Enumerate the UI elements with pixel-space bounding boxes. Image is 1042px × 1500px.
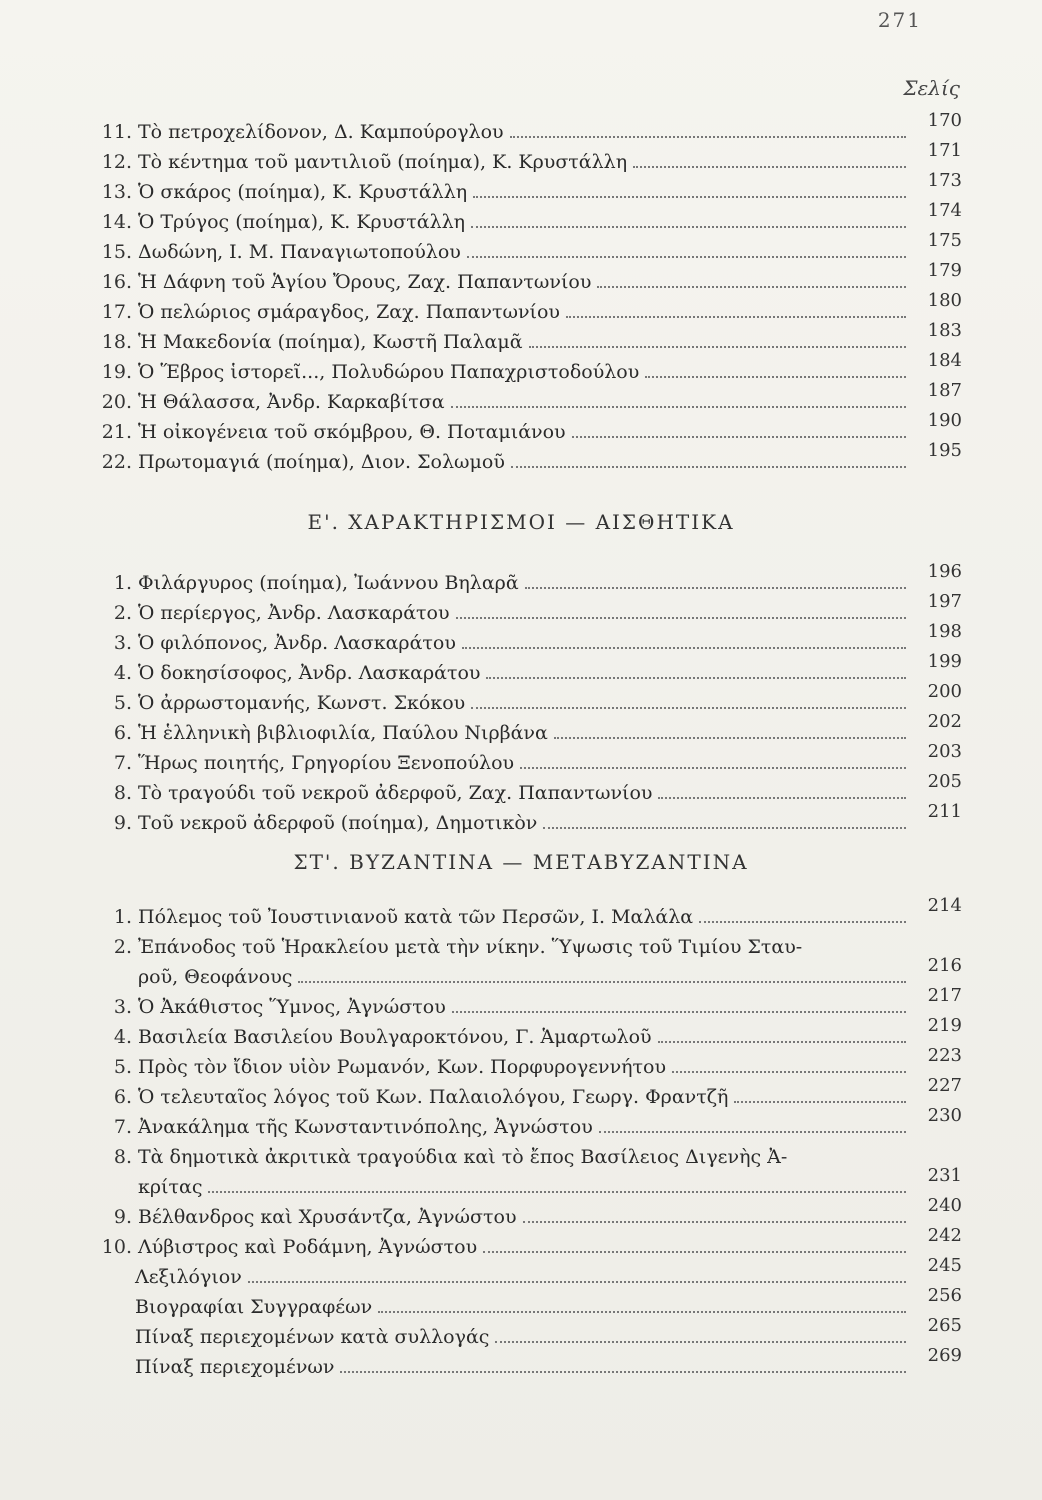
- toc-entry: 7. Ἀνακάλημα τῆς Κωνσταντινόπολης, Ἀγνώστου 230: [113, 1105, 962, 1138]
- toc-entry: 12. Τὸ κέντημα τοῦ μαντιλιοῦ (ποίημα), Κ. Κρυστάλλη 171: [101, 140, 962, 173]
- toc-entry: 4. Βασιλεία Βασιλείου Βουλγαροκτόνου, Γ. Ἁμαρτωλοῦ 219: [113, 1015, 962, 1048]
- toc-entry-continuation: κρίτας 231: [138, 1165, 962, 1198]
- toc-entry: 5. Πρὸς τὸν ἴδιον υἱὸν Ρωμανόν, Κων. Πορφυρογεννήτου 223: [113, 1045, 962, 1078]
- page-number: 271: [877, 8, 922, 32]
- toc-entry: 20. Ἡ Θάλασσα, Ἀνδρ. Καρκαβίτσα 187: [101, 380, 962, 413]
- toc-entry: 8. Τὰ δημοτικὰ ἀκριτικὰ τραγούδια καὶ τὸ ἔπος Βασίλειος Διγενὴς Ἀ-: [113, 1146, 788, 1168]
- toc-entry: 14. Ὁ Τρύγος (ποίημα), Κ. Κρυστάλλη 174: [101, 200, 962, 233]
- toc-entry: 11. Τὸ πετροχελίδονον, Δ. Καμπούρογλου 170: [101, 110, 962, 143]
- toc-entry: 21. Ἡ οἰκογένεια τοῦ σκόμβρου, Θ. Ποταμιάνου 190: [101, 410, 962, 443]
- toc-entry: 1. Φιλάργυρος (ποίημα), Ἰωάννου Βηλαρᾶ 196: [113, 561, 962, 594]
- toc-entry: 4. Ὁ δοκησίσοφος, Ἀνδρ. Λασκαράτου 199: [113, 651, 962, 684]
- toc-entry: 3. Ὁ φιλόπονος, Ἀνδρ. Λασκαράτου 198: [113, 621, 962, 654]
- toc-entry: 6. Ἡ ἑλληνικὴ βιβλιοφιλία, Παύλου Νιρβάνα 202: [113, 711, 962, 744]
- toc-entry: 19. Ὁ Ἕβρος ἱστορεῖ..., Πολυδώρου Παπαχριστοδούλου 184: [101, 350, 962, 383]
- toc-entry: Πίναξ περιεχομένων κατὰ συλλογάς 265: [135, 1315, 962, 1348]
- toc-entry: 13. Ὁ σκάρος (ποίημα), Κ. Κρυστάλλη 173: [101, 170, 962, 203]
- toc-entry: 22. Πρωτομαγιά (ποίημα), Διον. Σολωμοῦ 195: [101, 440, 962, 473]
- toc-entry: 16. Ἡ Δάφνη τοῦ Ἁγίου Ὄρους, Ζαχ. Παπαντωνίου 179: [101, 260, 962, 293]
- toc-entry: 17. Ὁ πελώριος σμάραγδος, Ζαχ. Παπαντωνίου 180: [101, 290, 962, 323]
- section-heading-e: Ε'. ΧΑΡΑΚΤΗΡΙΣΜΟΙ — ΑΙΣΘΗΤΙΚΑ: [307, 510, 735, 534]
- toc-entry: 1. Πόλεμος τοῦ Ἰουστινιανοῦ κατὰ τῶν Περσῶν, Ι. Μαλάλα 214: [113, 895, 962, 928]
- toc-entry: Πίναξ περιεχομένων 269: [135, 1345, 962, 1378]
- toc-entry: 9. Βέλθανδρος καὶ Χρυσάντζα, Ἀγνώστου 240: [113, 1195, 962, 1228]
- toc-entry: 2. Ὁ περίεργος, Ἀνδρ. Λασκαράτου 197: [113, 591, 962, 624]
- toc-entry: 18. Ἡ Μακεδονία (ποίημα), Κωστῆ Παλαμᾶ 183: [101, 320, 962, 353]
- toc-entry: 3. Ὁ Ἀκάθιστος Ὕμνος, Ἀγνώστου 217: [113, 985, 962, 1018]
- page-column-header: Σελίς: [903, 76, 960, 100]
- toc-entry: 8. Τὸ τραγούδι τοῦ νεκροῦ ἀδερφοῦ, Ζαχ. Παπαντωνίου 205: [113, 771, 962, 804]
- toc-entry: 9. Τοῦ νεκροῦ ἀδερφοῦ (ποίημα), Δημοτικὸν 211: [113, 801, 962, 834]
- toc-entry: 7. Ἥρως ποιητής, Γρηγορίου Ξενοπούλου 203: [113, 741, 962, 774]
- toc-entry: Λεξιλόγιον 245: [135, 1255, 962, 1288]
- toc-entry: 2. Ἐπάνοδος τοῦ Ἡρακλείου μετὰ τὴν νίκην. Ὕψωσις τοῦ Τιμίου Σταυ-: [113, 936, 803, 958]
- toc-entry-continuation: ροῦ, Θεοφάνους 216: [138, 955, 962, 988]
- toc-entry: 6. Ὁ τελευταῖος λόγος τοῦ Κων. Παλαιολόγου, Γεωργ. Φραντζῆ 227: [113, 1075, 962, 1108]
- toc-entry: Βιογραφίαι Συγγραφέων 256: [135, 1285, 962, 1318]
- toc-entry: 10. Λύβιστρος καὶ Ροδάμνη, Ἀγνώστου 242: [101, 1225, 962, 1258]
- section-heading-st: ΣΤ'. ΒΥΖΑΝΤΙΝΑ — ΜΕΤΑΒΥΖΑΝΤΙΝΑ: [293, 850, 749, 874]
- toc-entry: 5. Ὁ ἀρρωστομανής, Κωνστ. Σκόκου 200: [113, 681, 962, 714]
- toc-entry: 15. Δωδώνη, Ι. Μ. Παναγιωτοπούλου 175: [101, 230, 962, 263]
